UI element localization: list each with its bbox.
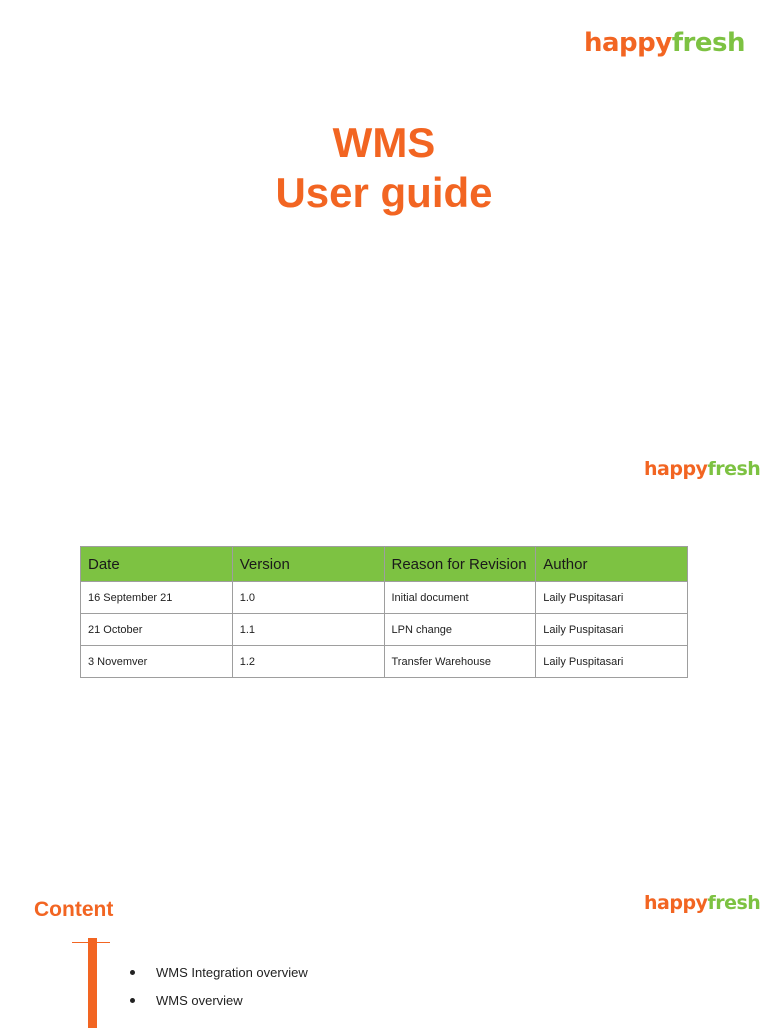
bullet-icon — [130, 970, 135, 975]
happyfresh-logo — [584, 28, 745, 58]
table-row — [81, 582, 688, 614]
header-version: Version — [232, 547, 384, 582]
cell-date: 21 October — [81, 614, 233, 646]
table-row — [81, 614, 688, 646]
happyfresh-logo — [644, 458, 760, 480]
table-row — [81, 646, 688, 678]
revision-table — [80, 546, 688, 678]
cell-author: Laily Puspitasari — [536, 646, 688, 678]
cell-reason: LPN change — [384, 614, 536, 646]
cover-page — [0, 0, 768, 420]
table-header-row — [81, 547, 688, 582]
revision-page — [0, 420, 768, 860]
decorative-bar — [88, 938, 97, 1028]
cell-version: 1.0 — [232, 582, 384, 614]
cell-author: Laily Puspitasari — [536, 582, 688, 614]
cell-author: Laily Puspitasari — [536, 614, 688, 646]
logo-happy-text: happy — [644, 458, 708, 480]
list-item — [130, 964, 308, 992]
cell-version: 1.1 — [232, 614, 384, 646]
logo-fresh-text: fresh — [671, 28, 745, 58]
cell-date: 3 Novemver — [81, 646, 233, 678]
logo-happy-text: happy — [584, 28, 672, 58]
header-date: Date — [81, 547, 233, 582]
cell-date: 16 September 21 — [81, 582, 233, 614]
header-author: Author — [536, 547, 688, 582]
cell-reason: Transfer Warehouse — [384, 646, 536, 678]
list-item — [130, 992, 308, 1020]
content-list — [130, 964, 308, 1020]
title-line-1: WMS — [332, 119, 436, 166]
list-item-label: WMS Integration overview — [156, 965, 308, 980]
document-title — [0, 118, 768, 218]
title-line-2: User guide — [275, 169, 493, 216]
happyfresh-logo — [644, 892, 760, 914]
content-page — [0, 860, 768, 1024]
logo-fresh-text: fresh — [707, 892, 761, 914]
cell-reason: Initial document — [384, 582, 536, 614]
logo-fresh-text: fresh — [707, 458, 761, 480]
cell-version: 1.2 — [232, 646, 384, 678]
list-item-label: WMS overview — [156, 993, 243, 1008]
bullet-icon — [130, 998, 135, 1003]
logo-happy-text: happy — [644, 892, 708, 914]
content-heading: Content — [34, 898, 114, 921]
header-reason: Reason for Revision — [384, 547, 536, 582]
